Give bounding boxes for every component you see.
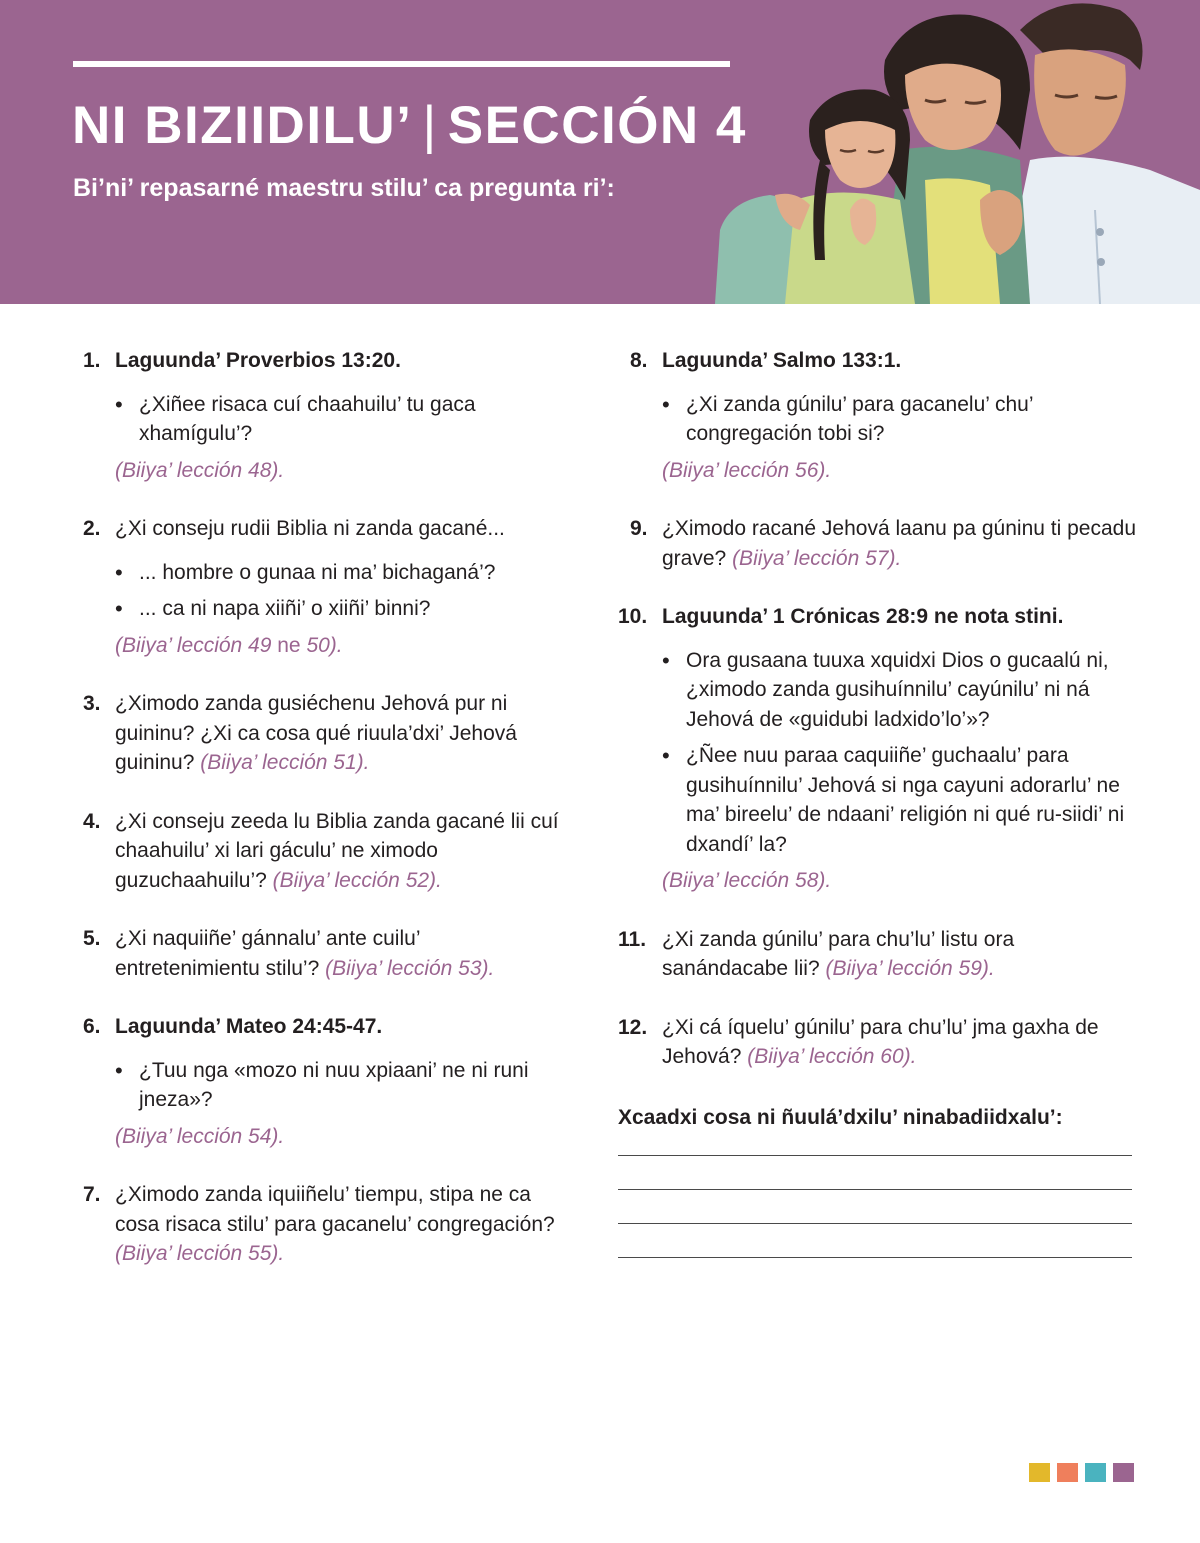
question-text: ¿Xi naquiiñe’ gánnalu’ ante cuilu’ entretenimientu stilu’? [115, 927, 420, 980]
question-number: 4. [83, 809, 101, 833]
lesson-reference: (Biiya’ lección 51). [200, 751, 370, 774]
lesson-reference: (Biiya’ lección 59). [825, 957, 995, 980]
lesson-reference-part: (Biiya’ lección 49 [115, 633, 272, 657]
question-bullets [662, 390, 1138, 449]
purple-square [1113, 1463, 1134, 1482]
bullet-item: • ¿Xiñee risaca cuí chaahuilu’ tu gaca xhamígulu’? [115, 390, 563, 449]
bullet-item: • Ora gusaana tuuxa xquidxi Dios o gucaalú ni, ¿ximodo zanda gusihuínnilu’ cayúnilu’ ni ná Jehová de «guidubi ladxido’lo’»? [662, 646, 1138, 735]
question-bullets [662, 646, 1138, 860]
bullet-item: • ¿Ñee nuu paraa caquiiñe’ guchaalu’ para gusihuínnilu’ Jehová si nga cayuni adorarlu’ ne ma’ bireelu’ de ndaani’ religión ni qué ru-siidi’ ni dxandí’ la? [662, 741, 1138, 859]
question-6 [83, 1012, 563, 1151]
question-number: 11. [618, 927, 647, 951]
question-lead: Laguunda’ Mateo 24:45-47. [115, 1015, 383, 1038]
color-squares-decoration [1029, 1463, 1134, 1482]
lesson-reference [115, 631, 563, 661]
yellow-square [1029, 1463, 1050, 1482]
question-text: ¿Xi zanda gúnilu’ para chu’lu’ listu ora sanándacabe lii? [662, 927, 1015, 980]
question-lead: Laguunda’ 1 Crónicas 28:9 ne nota stini. [662, 605, 1064, 628]
question-bullets [115, 558, 563, 624]
notes-line-3[interactable] [618, 1223, 1132, 1224]
lesson-reference: (Biiya’ lección 53). [325, 956, 495, 980]
questions-right-column [618, 346, 1138, 1258]
question-number: 5. [83, 927, 101, 950]
page-title [72, 95, 747, 156]
title-right: SECCIÓN 4 [447, 96, 747, 155]
question-2 [83, 514, 563, 660]
question-9 [618, 514, 1138, 573]
question-text: ¿Ximodo zanda gusiéchenu Jehová pur ni guininu? ¿Xi ca cosa qué riuula’dxi’ Jehová guininu? [115, 692, 517, 774]
lesson-reference-part: 50). [306, 633, 343, 657]
question-7 [83, 1180, 563, 1269]
lesson-reference: (Biiya’ lección 60). [747, 1045, 917, 1068]
question-text: ¿Ximodo racané Jehová laanu pa gúninu ti pecadu grave? [662, 517, 1136, 570]
title-left: NI BIZIIDILU’ [72, 96, 413, 155]
bullet-item: • ... hombre o gunaa ni ma’ bichaganá’? [115, 558, 563, 588]
question-1 [83, 346, 563, 485]
family-praying-illustration [700, 0, 1200, 304]
bullet-item: • ¿Xi zanda gúnilu’ para gacanelu’ chu’ congregación tobi si? [662, 390, 1138, 449]
lesson-reference: (Biiya’ lección 48). [115, 458, 285, 482]
notes-line-2[interactable] [618, 1189, 1132, 1190]
page-subtitle: Bi’ni’ repasarné maestru stilu’ ca pregunta ri’: [73, 174, 615, 202]
question-number: 6. [83, 1015, 101, 1038]
lesson-reference: (Biiya’ lección 56). [662, 458, 832, 482]
question-number: 1. [83, 349, 101, 372]
teal-square [1085, 1463, 1106, 1482]
question-lead: Laguunda’ Salmo 133:1. [662, 349, 902, 372]
bullet-item: • ... ca ni napa xiiñi’ o xiiñi’ binni? [115, 594, 563, 624]
header-banner [0, 0, 1200, 304]
question-text: ¿Ximodo zanda iquiiñelu’ tiempu, stipa ne ca cosa risaca stilu’ para gacanelu’ congregación? [115, 1183, 555, 1236]
question-text: ¿Xi conseju zeeda lu Biblia zanda gacané lii cuí chaahuilu’ xi lari gáculu’ ne ximodo guzuchaahuilu’? [115, 809, 559, 892]
orange-square [1057, 1463, 1078, 1482]
question-3 [83, 689, 563, 778]
lesson-reference: (Biiya’ lección 58). [662, 869, 832, 892]
lesson-reference: (Biiya’ lección 55). [115, 1242, 285, 1265]
question-number: 10. [618, 605, 648, 628]
question-text: ¿Xi cá íquelu’ gúnilu’ para chu’lu’ jma gaxha de Jehová? [662, 1015, 1099, 1068]
question-4 [83, 807, 563, 896]
notes-title: Xcaadxi cosa ni ñuulá’dxilu’ ninabadiidxalu’: [618, 1105, 1063, 1129]
notes-line-1[interactable] [618, 1155, 1132, 1156]
title-separator: | [422, 96, 438, 155]
question-5 [83, 924, 563, 983]
question-number: 2. [83, 517, 101, 540]
question-number: 8. [630, 349, 648, 372]
lesson-reference-connector: ne [271, 633, 307, 657]
lesson-reference: (Biiya’ lección 52). [272, 868, 442, 892]
question-number: 3. [83, 692, 101, 715]
question-lead: ¿Xi conseju rudii Biblia ni zanda gacané... [115, 517, 505, 540]
notes-line-4[interactable] [618, 1257, 1132, 1258]
question-lead: Laguunda’ Proverbios 13:20. [115, 349, 401, 372]
header-rule [73, 61, 730, 67]
questions-left-column [83, 346, 563, 1269]
question-number: 7. [83, 1183, 101, 1206]
question-11 [618, 925, 1138, 984]
question-number: 9. [630, 517, 648, 540]
lesson-reference: (Biiya’ lección 54). [115, 1124, 285, 1148]
question-bullets [115, 390, 563, 449]
question-8 [618, 346, 1138, 485]
question-number: 12. [618, 1015, 648, 1039]
question-10 [618, 602, 1138, 896]
lesson-reference: (Biiya’ lección 57). [732, 546, 902, 570]
question-12 [618, 1013, 1138, 1072]
bullet-item: • ¿Tuu nga «mozo ni nuu xpiaani’ ne ni runi jneza»? [115, 1056, 563, 1115]
question-bullets [115, 1056, 563, 1115]
